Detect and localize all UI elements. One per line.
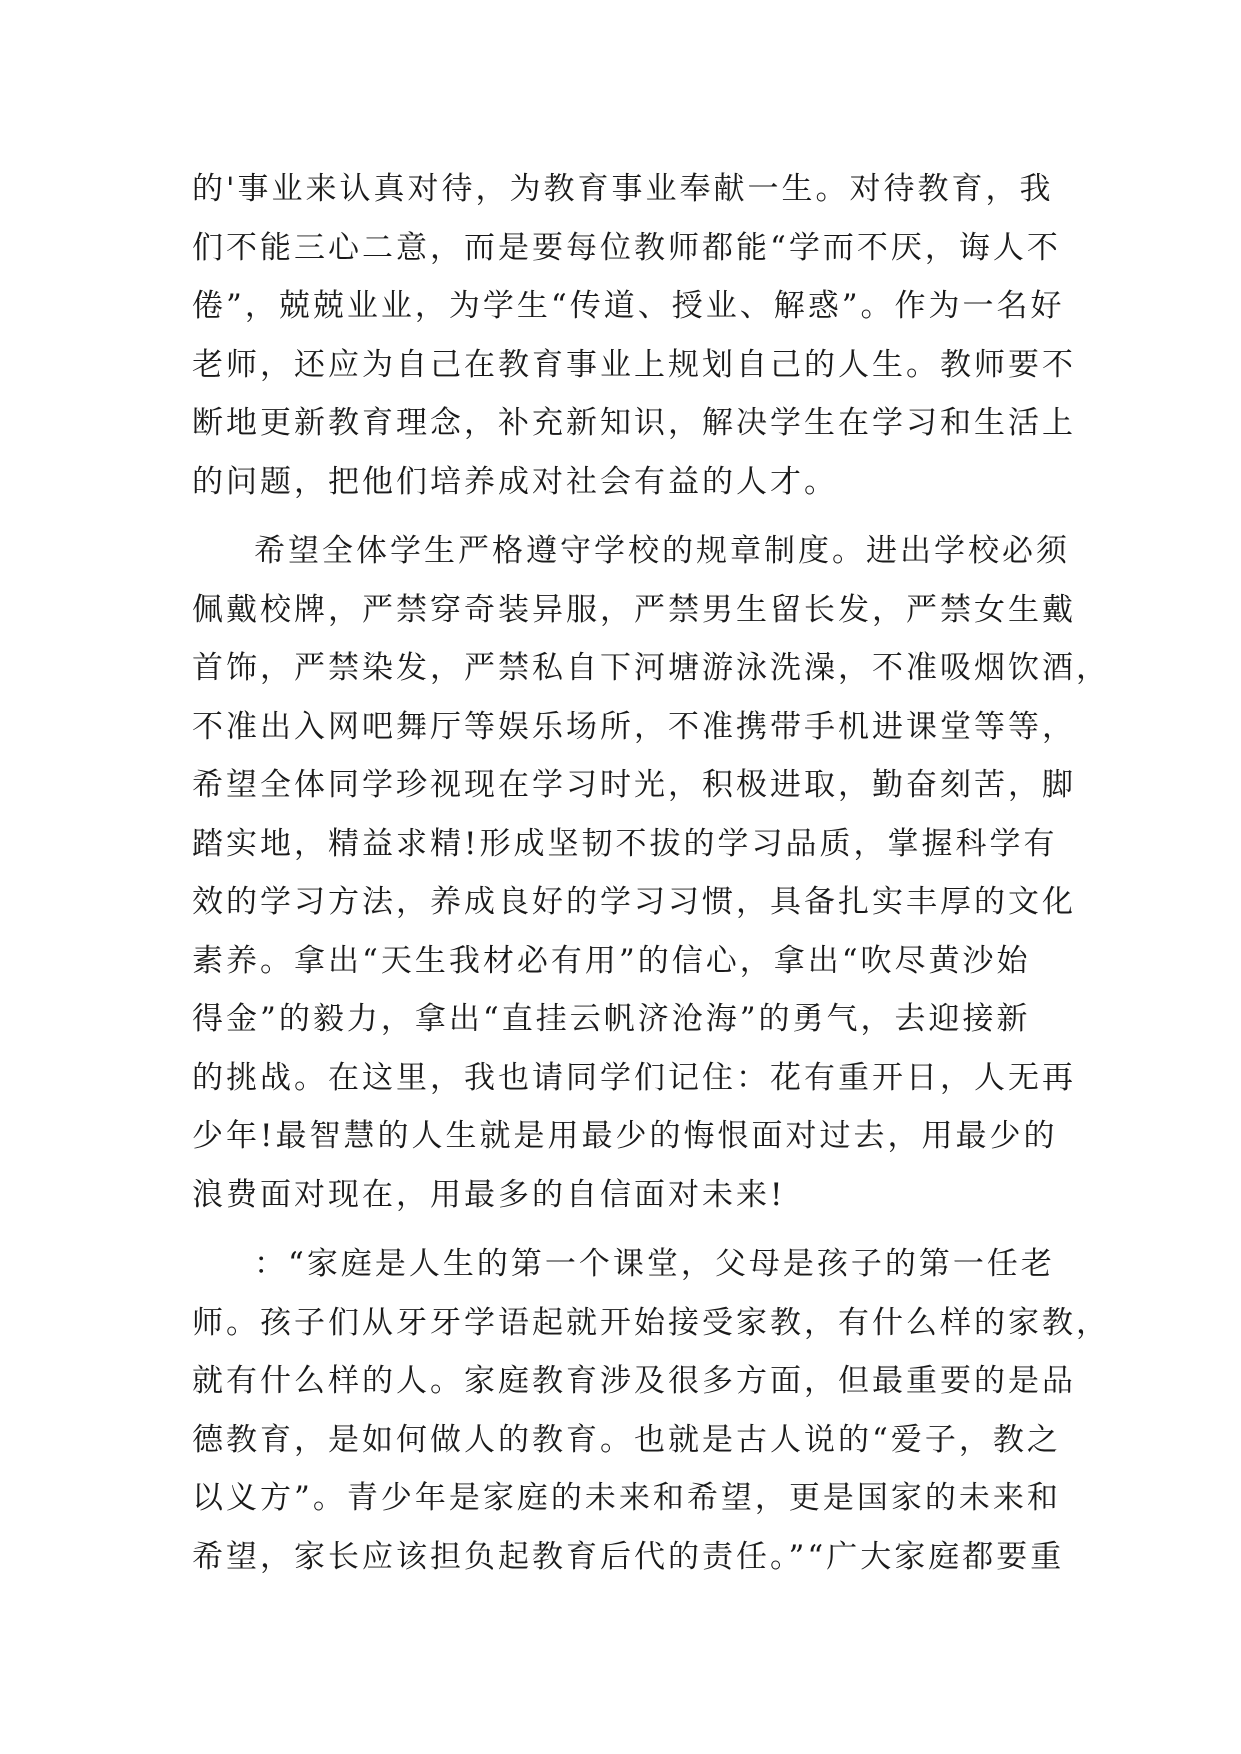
text-line: 少年!最智慧的人生就是用最少的悔恨面对过去，用最少的	[192, 1118, 1058, 1154]
text-line: 的问题，把他们培养成对社会有益的人才。	[192, 463, 838, 500]
paragraph-gap	[192, 1224, 1062, 1235]
text-line: 师。孩子们从牙牙学语起就开始接受家教，有什么样的家教，	[192, 1304, 1110, 1341]
text-line: 得金”的毅力，拿出“直挂云帆济沧海”的勇气，去迎接新	[192, 1001, 1031, 1037]
text-line: 以义方”。青少年是家庭的未来和希望，更是国家的未来和	[192, 1480, 1061, 1516]
paragraph	[192, 1235, 1110, 1586]
text-line: 倦”，兢兢业业，为学生“传道、授业、解惑”。作为一名好	[192, 288, 1065, 324]
text-line: 希望，家长应该担负起教育后代的责任。”“广大家庭都要重	[192, 1538, 1065, 1575]
text-line: 们不能三心二意，而是要每位教师都能“学而不厌，诲人不	[192, 229, 1061, 266]
paragraph	[192, 160, 1076, 511]
text-line: 就有什么样的人。家庭教育涉及很多方面，但最重要的是品	[192, 1363, 1076, 1399]
text-line: 的挑战。在这里，我也请同学们记住：花有重开日，人无再	[192, 1059, 1076, 1096]
text-line: ：“家庭是人生的第一个课堂，父母是孩子的第一任老	[254, 1246, 1055, 1282]
paragraph	[192, 522, 1110, 1224]
text-line: 踏实地，精益求精!形成坚韧不拔的学习品质，掌握科学有	[192, 825, 1058, 862]
text-line: 老师，还应为自己在教育事业上规划自己的人生。教师要不	[192, 346, 1076, 383]
text-line: 首饰，严禁染发，严禁私自下河塘游泳洗澡，不准吸烟饮酒，	[192, 650, 1110, 686]
text-line: 佩戴校牌，严禁穿奇装异服，严禁男生留长发，严禁女生戴	[192, 591, 1076, 628]
text-line: 德教育，是如何做人的教育。也就是古人说的“爱子，教之	[192, 1421, 1061, 1458]
document-body	[192, 160, 1110, 1586]
text-line: 素养。拿出“天生我材必有用”的信心，拿出“吹尽黄沙始	[192, 942, 1031, 979]
text-line: 的'事业来认真对待，为教育事业奉献一生。对待教育，我	[192, 171, 1054, 207]
text-line: 浪费面对现在，用最多的自信面对未来!	[192, 1176, 786, 1213]
text-line: 希望全体学生严格遵守学校的规章制度。进出学校必须	[254, 533, 1070, 569]
text-line: 断地更新教育理念，补充新知识，解决学生在学习和生活上	[192, 405, 1076, 441]
text-line: 效的学习方法，养成良好的学习习惯，具备扎实丰厚的文化	[192, 884, 1076, 920]
paragraph-gap	[192, 511, 1062, 522]
text-line: 不准出入网吧舞厅等娱乐场所，不准携带手机进课堂等等，	[192, 708, 1076, 745]
text-line: 希望全体同学珍视现在学习时光，积极进取，勤奋刻苦，脚	[192, 767, 1076, 803]
